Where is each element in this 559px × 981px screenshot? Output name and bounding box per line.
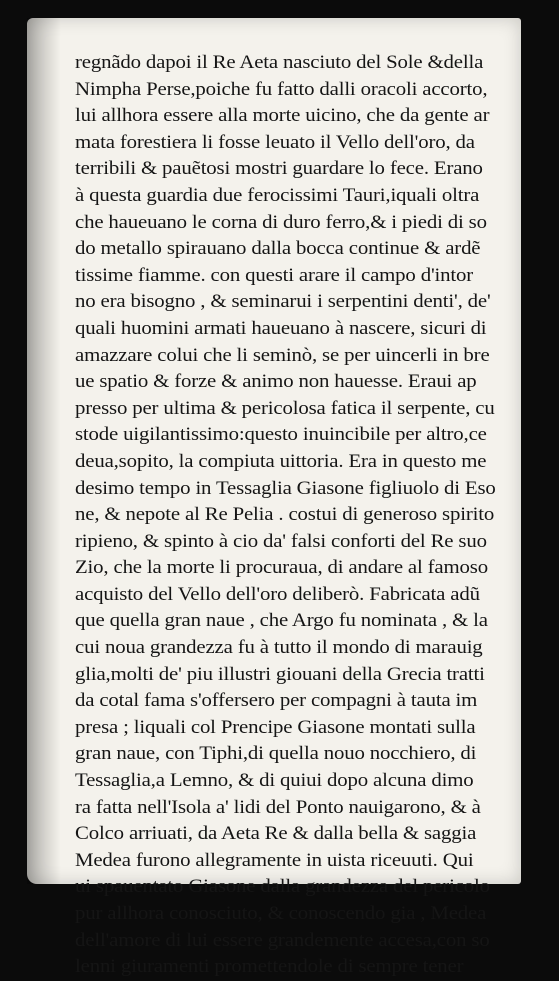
book-page xyxy=(27,18,521,978)
text-line: do metallo spirauano dalla bocca continue & ardẽ xyxy=(75,238,481,260)
text-line: presa ; liquali col Prencipe Giasone montati sulla xyxy=(75,716,476,738)
text-line: pur allhora conosciuto, & conoscendo gia , Medea xyxy=(75,903,487,924)
text-line: regnãdo dapoi il Re Aeta nasciuto del Sole &della xyxy=(75,52,484,73)
text-line: ue spatio & forze & animo non hauesse. Eraui ap xyxy=(75,371,477,393)
text-line: Tessaglia,a Lemno, & di quiui dopo alcuna dimo xyxy=(75,770,474,792)
text-line: lenni giuramenti promettendole di sempre tener xyxy=(75,956,464,978)
text-line: tissime fiamme. con questi arare il campo d'intor xyxy=(75,264,474,286)
text-line: Nimpha Perse,poiche fu fatto dalli oracoli accorto, xyxy=(75,78,488,100)
binding-gutter-shadow xyxy=(27,18,61,884)
text-line: dell'amore di lui essere grandemente accesa,con so xyxy=(75,929,490,951)
text-line: lui allhora essere alla morte uicino, che da gente ar xyxy=(75,105,490,127)
text-line: ra fatta nell'Isola a' lidi del Ponto nauigarono, & à xyxy=(75,796,481,818)
text-line: Medea furono allegramente in uista riceuuti. Qui xyxy=(75,849,474,871)
text-line: gran naue, con Tiphi,di quella nouo nocchiero, di xyxy=(75,743,477,765)
text-line: Zio, che la morte li procuraua, di andare al famoso xyxy=(75,557,488,579)
text-line: deua,sopito, la compiuta uittoria. Era in questo me xyxy=(75,450,487,472)
text-line: amazzare colui che li seminò, se per uincerli in bre xyxy=(75,344,490,366)
text-line: ne, & nepote al Re Pelia . costui di generoso spirito xyxy=(75,504,495,526)
text-line: no era bisogno , & seminarui i serpentini denti', de' xyxy=(75,291,491,313)
text-line: à questa guardia due ferocissimi Tauri,iquali oltra xyxy=(75,184,480,206)
text-line: quali huomini armati haueuano à nascere, sicuri di xyxy=(75,317,487,339)
text-line: presso per ultima & pericolosa fatica il serpente, cu xyxy=(75,397,495,419)
text-line: cui noua grandezza fu à tutto il mondo di marauig xyxy=(75,637,483,659)
text-line: Colco arriuati, da Aeta Re & dalla bella & saggia xyxy=(75,823,477,845)
text-line: terribili & pauẽtosi mostri guardare lo fece. Erano xyxy=(75,158,483,180)
text-line: glia,molti de' piu illustri giouani della Grecia tratti xyxy=(75,663,485,685)
body-text xyxy=(75,50,507,981)
text-line: che haueuano le corna di duro ferro,& i piedi di so xyxy=(75,211,487,233)
text-line: desimo tempo in Tessaglia Giasone figliuolo di Eso xyxy=(75,477,496,499)
text-line: que quella gran naue , che Argo fu nominata , & la xyxy=(75,610,488,632)
text-line: ripieno, & spinto à cio da' falsi conforti del Re suo xyxy=(75,530,487,552)
text-line: da cotal fama s'offersero per compagni à tauta im xyxy=(75,690,478,712)
text-line: mata forestiera li fosse leuato il Vello dell'oro, da xyxy=(75,131,475,153)
text-line: ui spauentato Giasone dalla grandezza del pericolo xyxy=(75,876,490,898)
text-line: stode uigilantissimo:questo inuincibile per altro,ce xyxy=(75,424,487,446)
text-line: acquisto del Vello dell'oro deliberò. Fabricata adũ xyxy=(75,583,480,605)
